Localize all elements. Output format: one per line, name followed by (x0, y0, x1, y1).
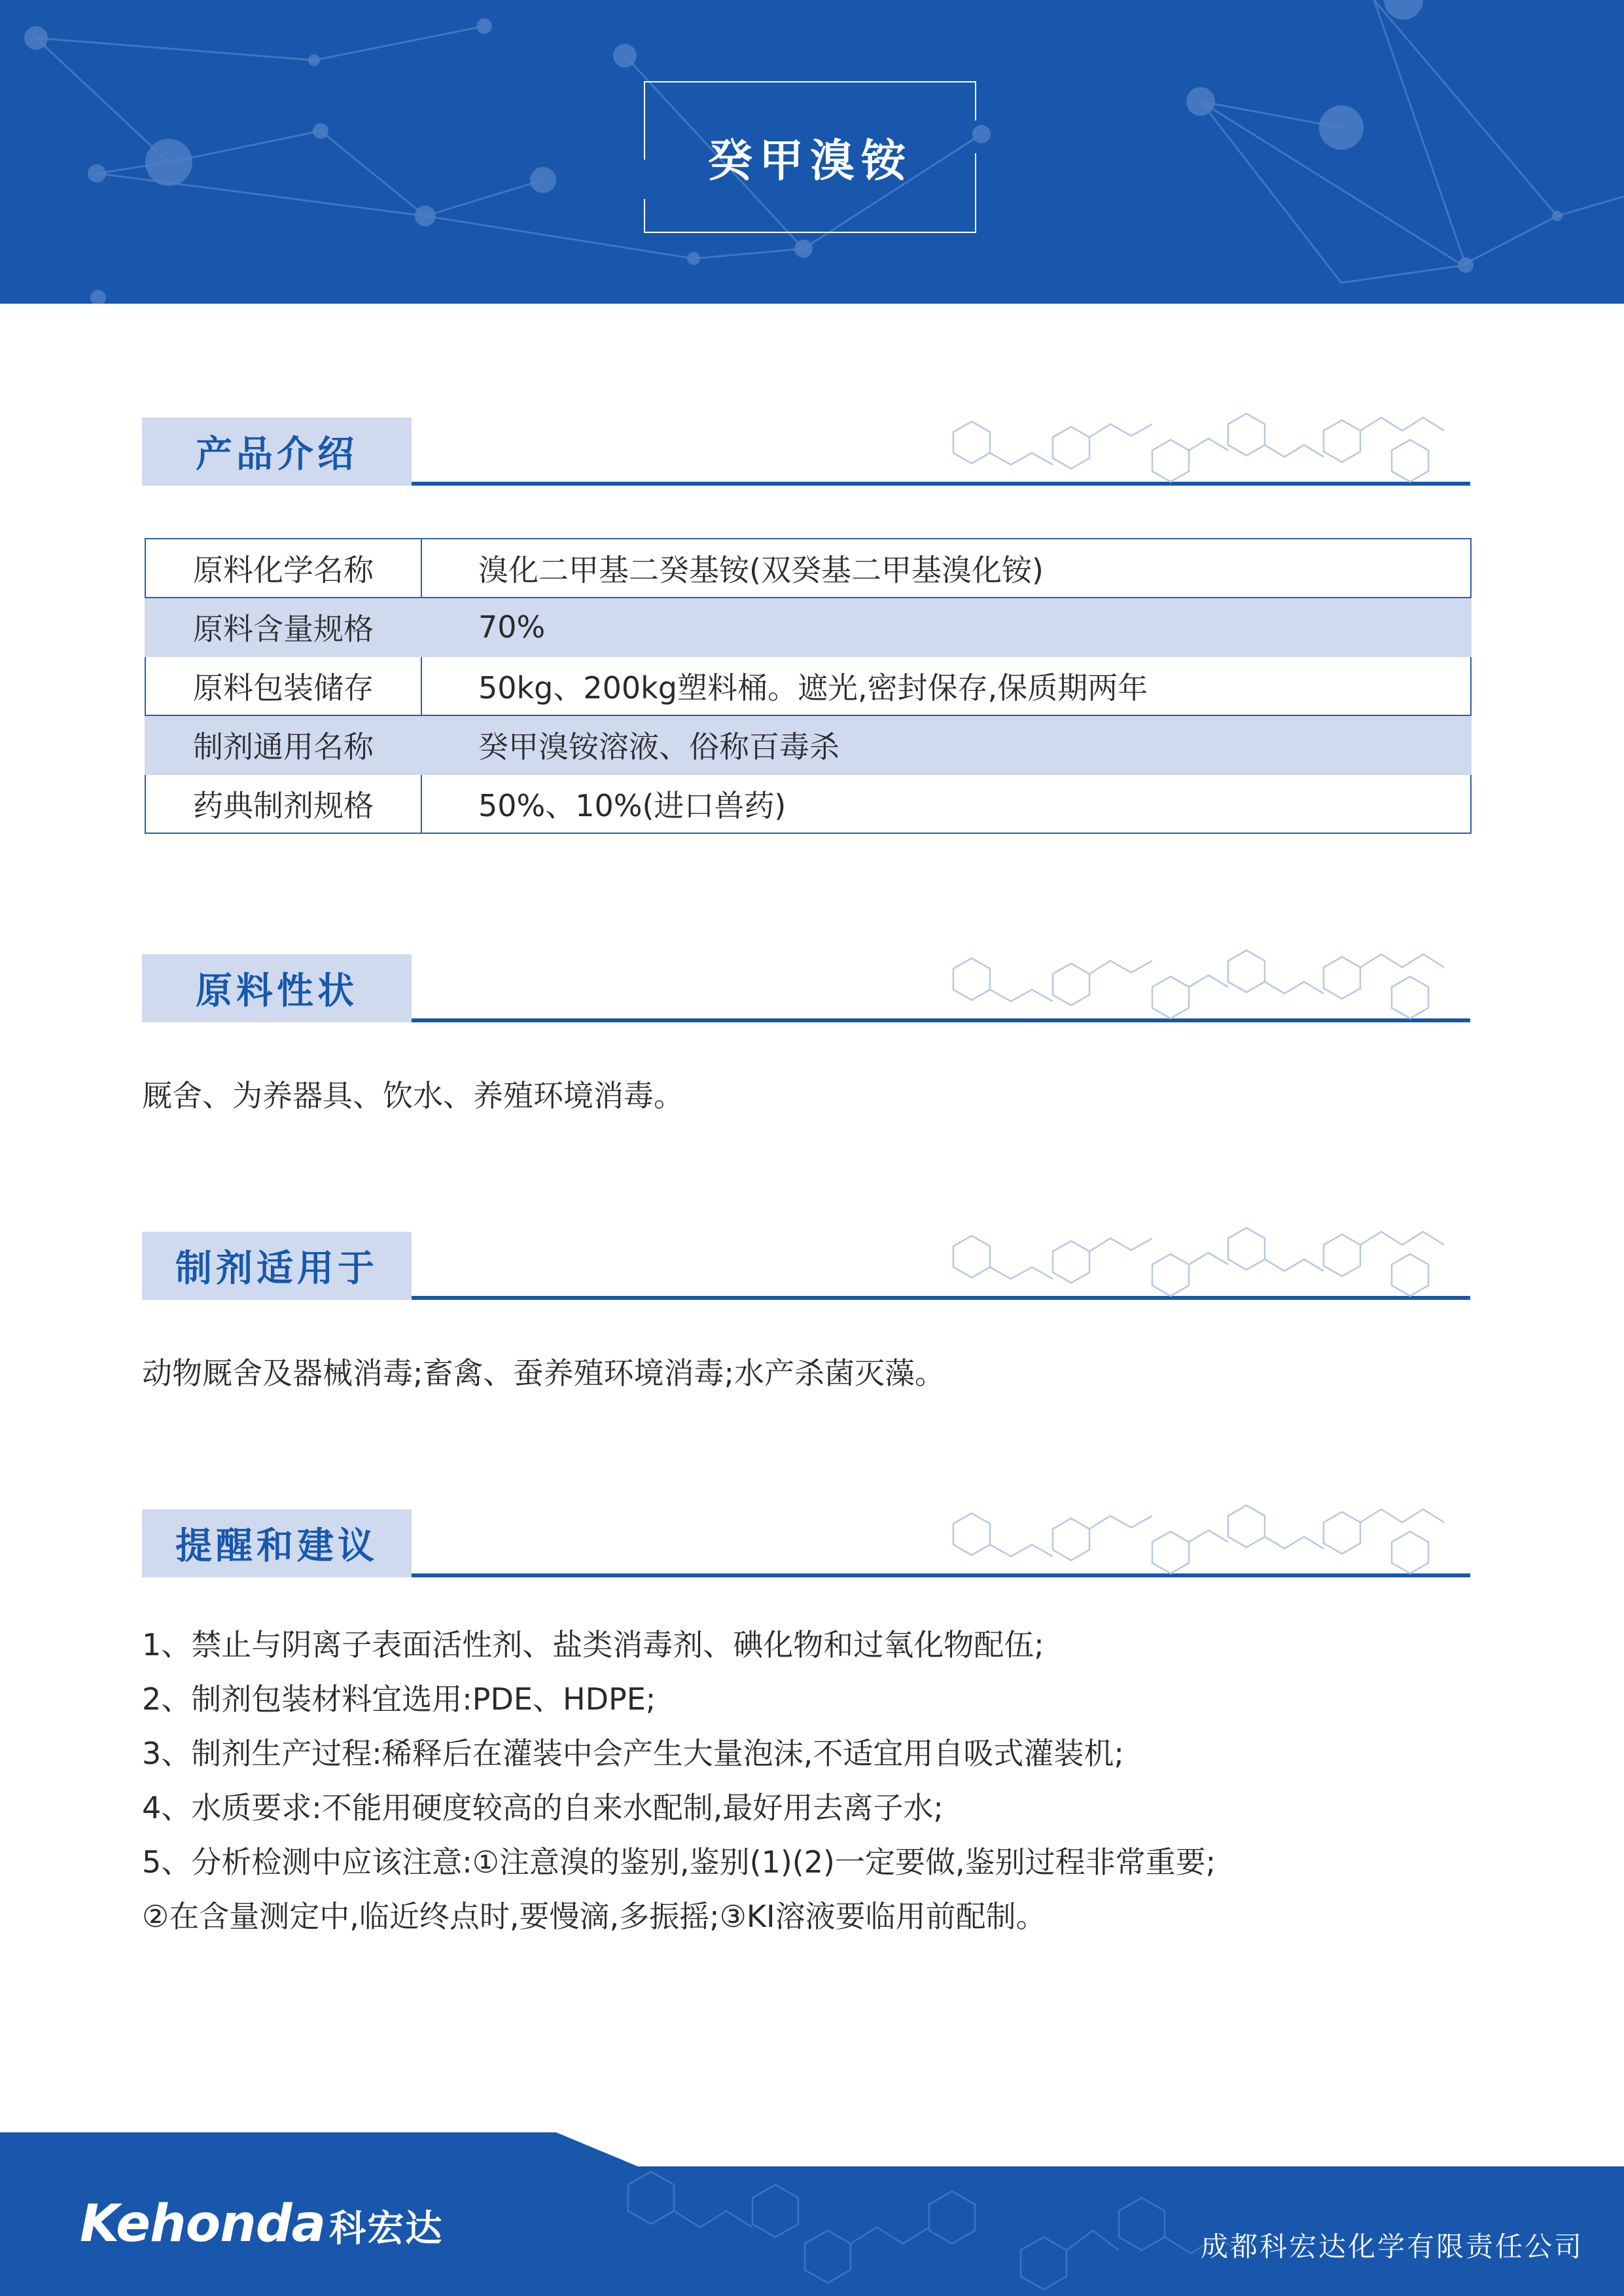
table-cell-value: 70% (421, 598, 1471, 656)
table-cell-label: 原料化学名称 (145, 539, 421, 598)
table-row (145, 539, 1471, 598)
chemical-structure-decoration (934, 1496, 1470, 1577)
section-heading-usage (142, 1232, 1470, 1300)
list-item: 5、分析检测中应该注意:①注意溴的鉴别,鉴别(1)(2)一定要做,鉴别过程非常重要; (142, 1844, 1216, 1880)
table-cell-label: 制剂通用名称 (145, 715, 421, 774)
spec-table (145, 538, 1472, 834)
table-row (145, 656, 1471, 715)
table-row (145, 774, 1471, 833)
list-item: 1、禁止与阴离子表面活性剂、盐类消毒剂、碘化物和过氧化物配伍; (142, 1627, 1044, 1662)
table-cell-value: 50%、10%(进口兽药) (421, 774, 1471, 833)
table-cell-value: 50kg、200kg塑料桶。遮光,密封保存,保质期两年 (421, 656, 1471, 715)
section-title-intro: 产品介绍 (142, 418, 412, 486)
brand-latin: Kehonda (80, 2195, 326, 2253)
chemical-structure-decoration (934, 404, 1470, 486)
chemical-structure-decoration (934, 941, 1470, 1022)
list-item: ②在含量测定中,临近终点时,要慢滴,多振摇;③KI溶液要临用前配制。 (142, 1899, 1046, 1934)
table-cell-label: 药典制剂规格 (145, 774, 421, 833)
section-title-properties: 原料性状 (142, 954, 412, 1022)
footer-banner (0, 2132, 1624, 2296)
tips-list (142, 1622, 1216, 1948)
brand-cn: 科宏达 (329, 2208, 444, 2250)
page-title: 癸甲溴铵 (707, 135, 912, 187)
section-title-tips: 提醒和建议 (142, 1509, 412, 1577)
table-cell-label: 原料包装储存 (145, 656, 421, 715)
table-cell-value: 癸甲溴铵溶液、俗称百毒杀 (421, 715, 1471, 774)
section-heading-tips (142, 1509, 1470, 1577)
section-heading-properties (142, 954, 1470, 1022)
table-row (145, 598, 1471, 656)
list-item: 4、水质要求:不能用硬度较高的自来水配制,最好用去离子水; (142, 1790, 944, 1825)
usage-text: 动物厩舍及器械消毒;畜禽、蚕养殖环境消毒;水产杀菌灭藻。 (142, 1355, 945, 1391)
table-row (145, 715, 1471, 774)
list-item: 2、制剂包装材料宜选用:PDE、HDPE; (142, 1681, 656, 1717)
table-cell-value: 溴化二甲基二癸基铵(双癸基二甲基溴化铵) (421, 539, 1471, 598)
table-cell-label: 原料含量规格 (145, 598, 421, 656)
title-box (644, 81, 976, 233)
header-banner (0, 0, 1624, 304)
list-item: 3、制剂生产过程:稀释后在灌装中会产生大量泡沫,不适宜用自吸式灌装机; (142, 1736, 1124, 1771)
brand-logo (80, 2195, 443, 2260)
section-title-usage: 制剂适用于 (142, 1232, 412, 1300)
section-heading-intro (142, 418, 1470, 486)
properties-text: 厩舍、为养器具、饮水、养殖环境消毒。 (142, 1078, 684, 1113)
chemical-structure-decoration (934, 1219, 1470, 1300)
company-name: 成都科宏达化学有限责任公司 (1200, 2231, 1583, 2263)
